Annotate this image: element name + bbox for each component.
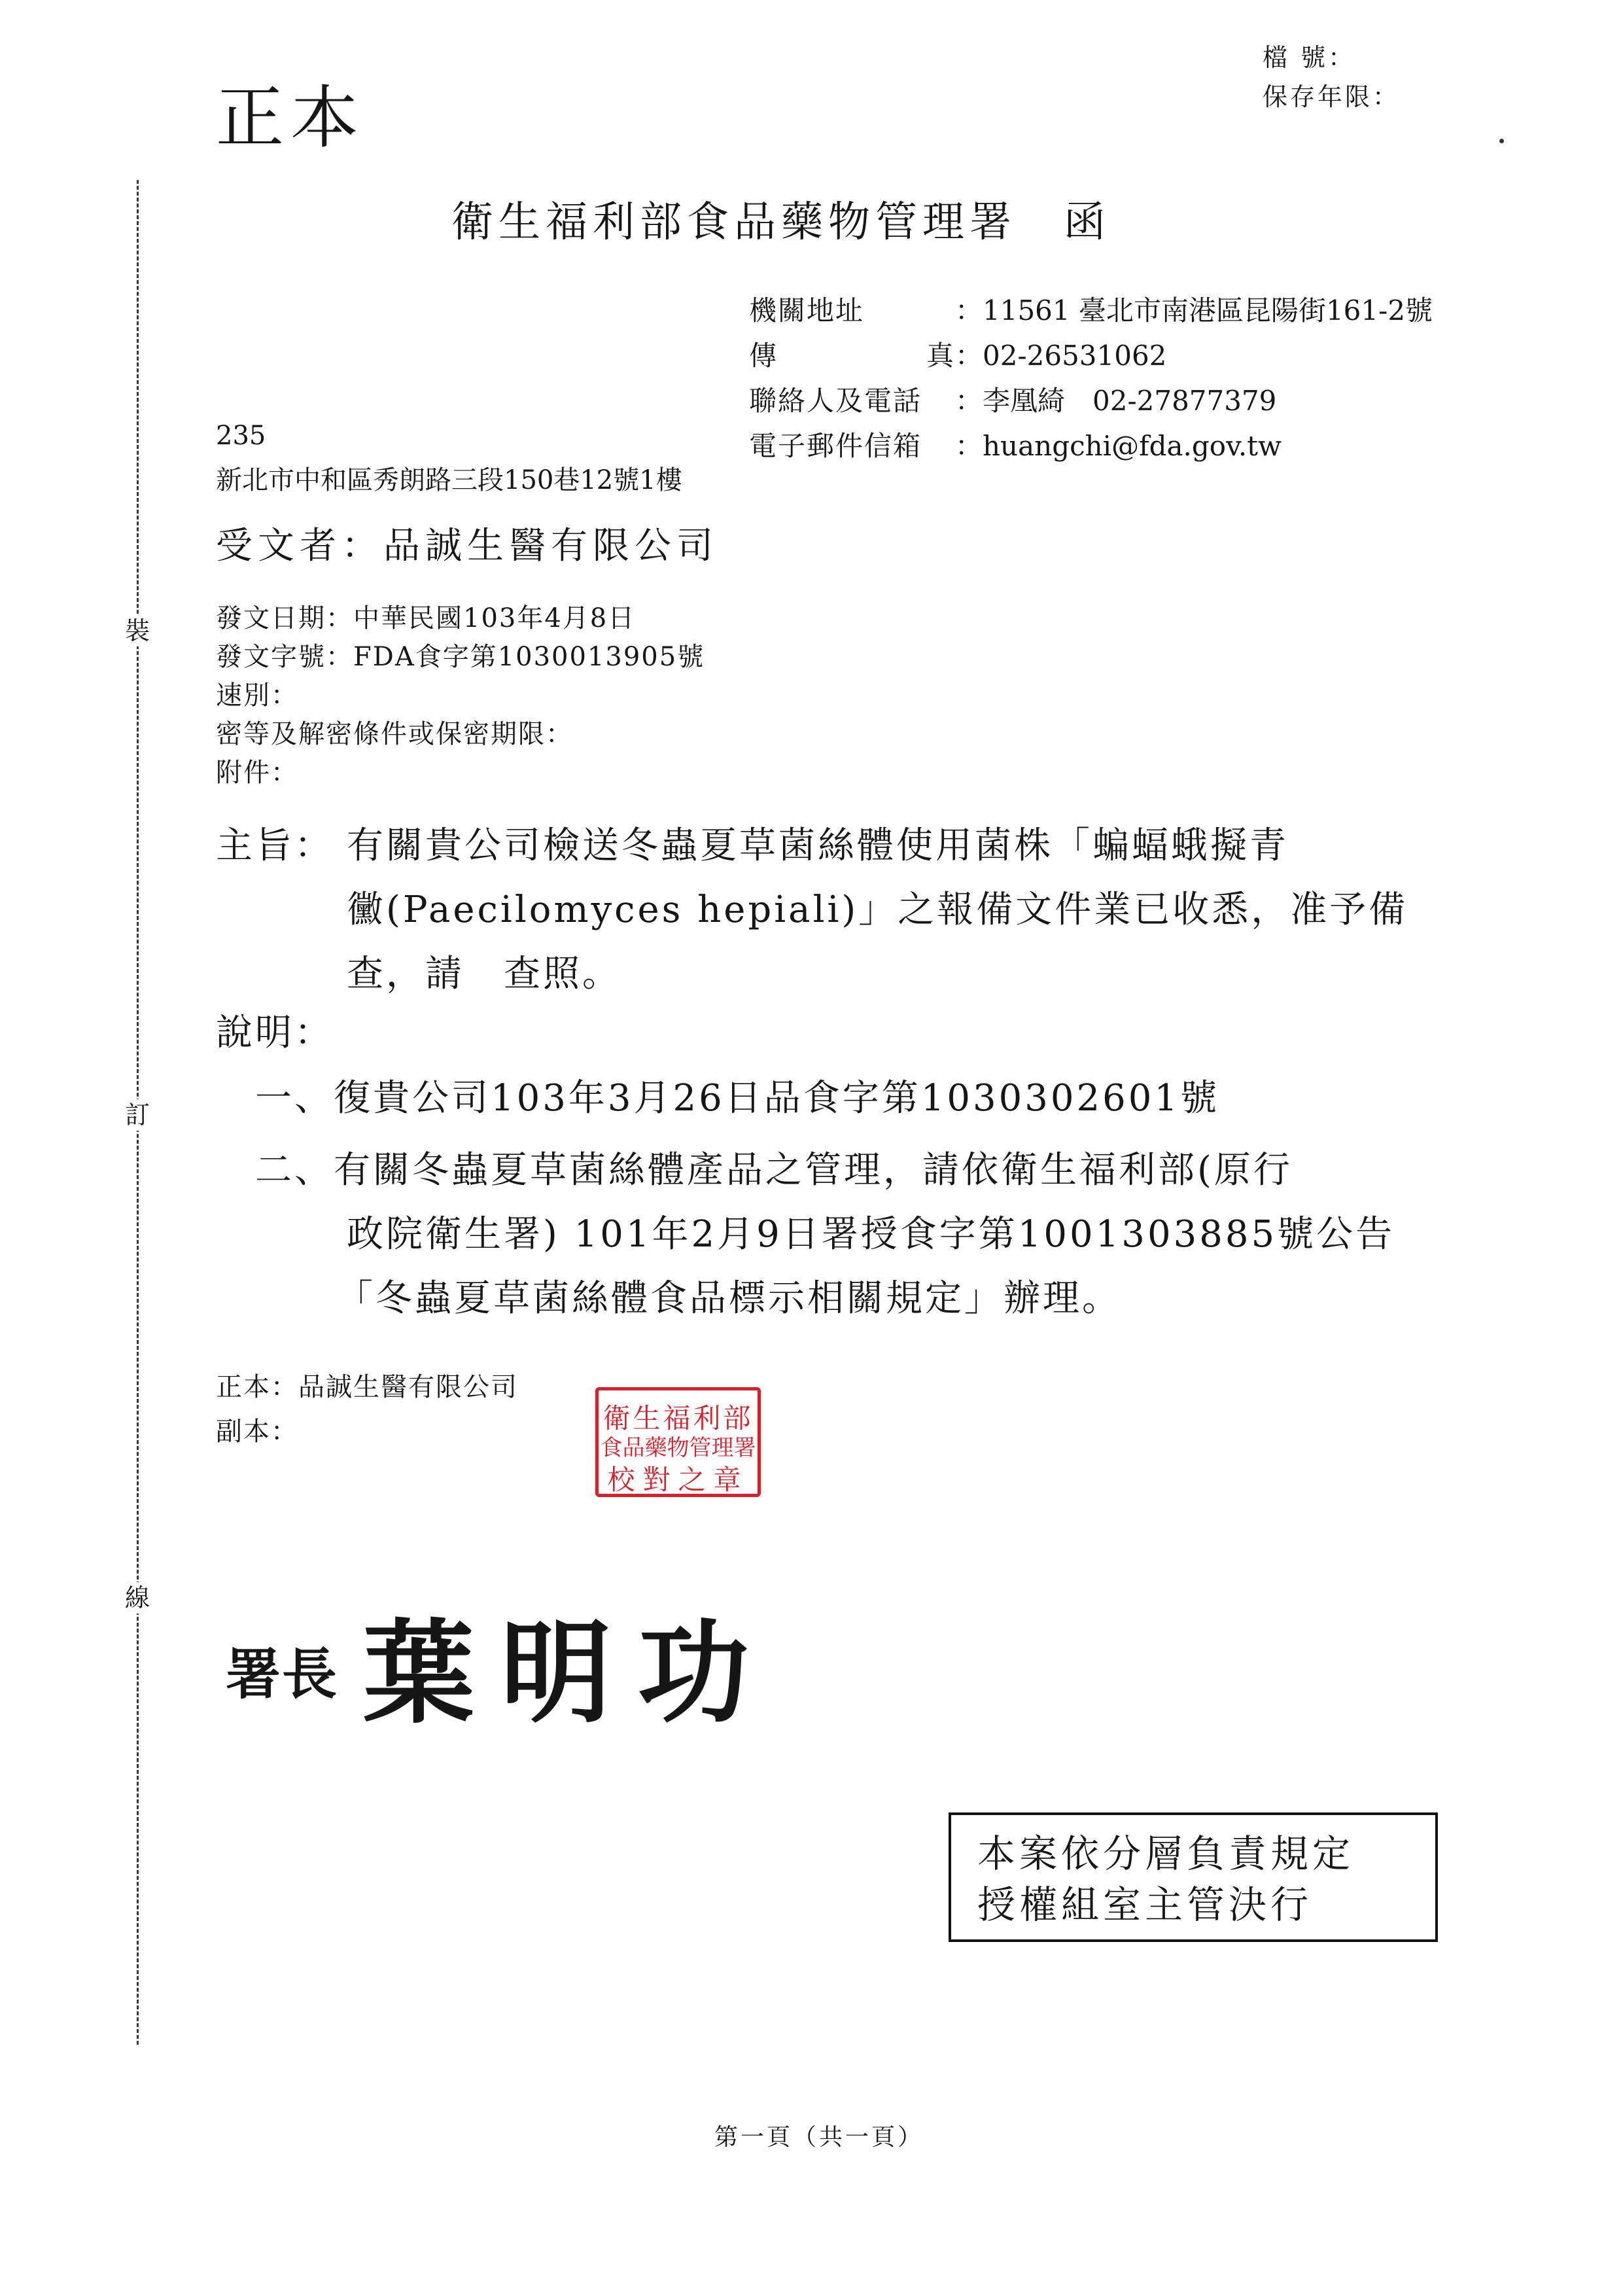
issue-date: 發文日期：中華民國103年4月8日	[216, 603, 636, 633]
contact-person-row	[749, 378, 1433, 423]
explanation-item-2-line-2: 政院衛生署) 101年2月9日署授食字第1001303885號公告	[347, 1213, 1395, 1256]
binding-char-xian: 線	[123, 1582, 152, 1614]
page-number: 第一頁（共一頁）	[714, 2124, 924, 2151]
issue-number: 發文字號：FDA食字第1030013905號	[216, 642, 705, 672]
document-title: 衛生福利部食品藥物管理署 函	[451, 198, 1111, 247]
seal-line-2: 食品藥物管理署	[600, 1435, 756, 1461]
distribution-list	[216, 1365, 518, 1454]
delivery-speed: 速別：	[216, 680, 298, 711]
contact-block	[749, 288, 1433, 468]
attachment: 附件：	[216, 758, 298, 788]
contact-person-label: 聯絡人及電話	[749, 385, 922, 417]
copy-recipient: 副本：	[216, 1417, 298, 1447]
signature-name: 葉明功	[363, 1608, 776, 1739]
explanation-item-2	[255, 1139, 1395, 1331]
subject-label: 主旨：	[216, 824, 334, 867]
copy-mark: 正本	[216, 78, 366, 158]
subject-line-1: 有關貴公司檢送冬蟲夏草菌絲體使用菌株「蝙蝠蛾擬青	[347, 824, 1289, 867]
explanation-item-2-line-1: 二、有關冬蟲夏草菌絲體產品之管理，請依衛生福利部(原行	[255, 1149, 1293, 1192]
subject-line-3: 查，請 查照。	[347, 953, 621, 995]
seal-line-3: 校對之章	[607, 1464, 749, 1496]
email-row	[749, 423, 1433, 468]
file-number-label: 檔 號：	[1263, 43, 1356, 72]
fax-label: 傳 真	[749, 340, 955, 372]
binding-char-ding: 訂	[123, 1099, 152, 1131]
proofreading-seal	[595, 1387, 761, 1497]
subject-body	[347, 814, 1408, 1006]
contact-person-value: ：李凰綺 02-27877379	[955, 385, 1277, 417]
email-value: ：huangchi@fda.gov.tw	[955, 430, 1282, 462]
retention-period-label: 保存年限：	[1263, 82, 1401, 111]
recipient-postcode: 235	[216, 421, 266, 451]
receiver-line: 受文者：品誠生醫有限公司	[216, 525, 718, 567]
seal-line-1: 衛生福利部	[602, 1402, 754, 1434]
recipient-address: 新北市中和區秀朗路三段150巷12號1樓	[216, 465, 682, 495]
delegation-line-2: 授權組室主管決行	[977, 1882, 1313, 1927]
explanation-item-2-line-3: 「冬蟲夏草菌絲體食品標示相關規定」辦理。	[336, 1277, 1121, 1320]
agency-address-row	[749, 288, 1433, 333]
email-label: 電子郵件信箱	[749, 430, 922, 462]
subject-line-2: 黴(Paecilomyces hepiali)」之報備文件業已收悉，准予備	[347, 889, 1408, 931]
explanation-label: 說明：	[216, 1012, 334, 1054]
explanation-item-1: 一、復貴公司103年3月26日品食字第1030302601號	[255, 1077, 1220, 1120]
security-level: 密等及解密條件或保密期限：	[216, 719, 573, 749]
agency-address-label: 機關地址	[749, 294, 865, 327]
delegation-box	[949, 1812, 1438, 1942]
agency-address-value: ：11561 臺北市南港區昆陽街161-2號	[955, 294, 1433, 327]
signature-title: 署長	[226, 1642, 339, 1706]
fax-value: ：02-26531062	[955, 340, 1167, 372]
scan-speck	[1499, 139, 1504, 143]
issue-info	[216, 599, 705, 792]
binding-char-zhuang: 裝	[123, 615, 152, 646]
fax-row	[749, 333, 1433, 378]
delegation-line-1: 本案依分層負責規定	[977, 1831, 1355, 1876]
original-recipient: 正本：品誠生醫有限公司	[216, 1372, 518, 1402]
